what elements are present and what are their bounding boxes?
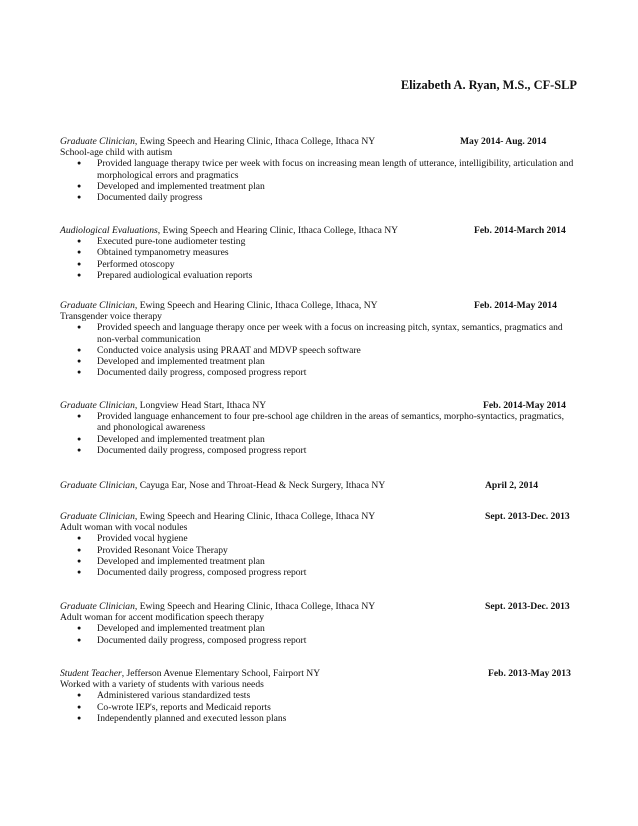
experience-entry bbox=[60, 668, 578, 724]
entry-subtitle: Adult woman with vocal nodules bbox=[60, 522, 188, 534]
bullet-item: ● Documented daily progress bbox=[60, 192, 578, 203]
experience-entry bbox=[60, 511, 578, 578]
entry-role: Graduate Clinician bbox=[60, 480, 135, 491]
entry-date: May 2014- Aug. 2014 bbox=[460, 136, 547, 147]
bullet-item: ● Co-wrote IEP's, reports and Medicaid reports bbox=[60, 702, 578, 713]
bullet-item: ● Documented daily progress, composed progress report bbox=[60, 367, 578, 378]
entry-bullet-list bbox=[60, 236, 578, 281]
entry-role: Graduate Clinician bbox=[60, 400, 135, 411]
entry-date: Sept. 2013-Dec. 2013 bbox=[485, 601, 570, 612]
entry-subtitle: Adult woman for accent modification speech therapy bbox=[60, 612, 265, 624]
entry-date: Feb. 2014-May 2014 bbox=[474, 300, 557, 311]
entry-role: Audiological Evaluations bbox=[60, 225, 158, 236]
entry-place: , Ewing Speech and Hearing Clinic, Ithaca College, Ithaca NY bbox=[134, 136, 376, 147]
entry-date: Feb. 2014-May 2014 bbox=[483, 400, 566, 411]
entry-heading bbox=[60, 225, 578, 236]
bullet-item: ● Conducted voice analysis using PRAAT and MDVP speech software bbox=[60, 345, 578, 356]
entry-heading bbox=[60, 400, 578, 411]
bullet-item: ● Documented daily progress, composed progress report bbox=[60, 445, 578, 456]
experience-entry bbox=[60, 300, 578, 378]
entry-subtitle: Worked with a variety of students with various needs bbox=[60, 679, 264, 691]
bullet-item: ● Executed pure-tone audiometer testing bbox=[60, 236, 578, 247]
bullet-item: ● Documented daily progress, composed progress report bbox=[60, 635, 578, 646]
bullet-item: ● Developed and implemented treatment plan bbox=[60, 181, 578, 192]
bullet-item: ● Developed and implemented treatment plan bbox=[60, 434, 578, 445]
entry-heading bbox=[60, 480, 578, 491]
entry-bullet-list bbox=[60, 158, 578, 203]
entry-heading bbox=[60, 511, 578, 522]
bullet-item: ● Developed and implemented treatment plan bbox=[60, 623, 578, 634]
entry-role: Graduate Clinician bbox=[60, 300, 135, 311]
bullet-item: ● Administered various standardized tests bbox=[60, 690, 578, 701]
bullet-item: ● Documented daily progress, composed progress report bbox=[60, 567, 578, 578]
experience-entry bbox=[60, 225, 578, 281]
bullet-item: ● Developed and implemented treatment plan bbox=[60, 356, 578, 367]
bullet-item: ● Provided speech and language therapy once per week with a focus on increasing pitch, syntax, semantics, pragmatics and non-verbal communication bbox=[60, 322, 578, 344]
entry-place: , Ewing Speech and Hearing Clinic, Ithaca College, Ithaca NY bbox=[157, 225, 399, 236]
entry-date: Sept. 2013-Dec. 2013 bbox=[485, 511, 570, 522]
bullet-item: ● Provided Resonant Voice Therapy bbox=[60, 545, 578, 556]
entry-place: , Ewing Speech and Hearing Clinic, Ithaca College, Ithaca NY bbox=[134, 601, 376, 612]
entry-heading bbox=[60, 136, 578, 147]
entry-role: Graduate Clinician bbox=[60, 511, 135, 522]
entry-date: April 2, 2014 bbox=[485, 480, 539, 491]
bullet-item: ● Performed otoscopy bbox=[60, 259, 578, 270]
entry-role: Graduate Clinician bbox=[60, 136, 135, 147]
bullet-item: ● Obtained tympanometry measures bbox=[60, 247, 578, 258]
entry-place: , Jefferson Avenue Elementary School, Fairport NY bbox=[121, 668, 321, 679]
entry-heading bbox=[60, 601, 578, 612]
resume-name-header: Elizabeth A. Ryan, M.S., CF-SLP bbox=[400, 78, 577, 92]
entry-place: , Cayuga Ear, Nose and Throat-Head & Neck Surgery, Ithaca NY bbox=[134, 480, 386, 491]
entry-place: , Longview Head Start, Ithaca NY bbox=[134, 400, 267, 411]
entry-date: Feb. 2013-May 2013 bbox=[488, 668, 571, 679]
entry-bullet-list bbox=[60, 411, 578, 456]
experience-entry bbox=[60, 601, 578, 646]
entry-subtitle: Transgender voice therapy bbox=[60, 311, 162, 323]
bullet-item: ● Developed and implemented treatment plan bbox=[60, 556, 578, 567]
bullet-item: ● Provided language enhancement to four pre-school age children in the areas of semantics, morpho-syntactics, pragmatics, and phonological awareness bbox=[60, 411, 578, 433]
entry-place: , Ewing Speech and Hearing Clinic, Ithaca College, Ithaca NY bbox=[134, 511, 376, 522]
entry-place: , Ewing Speech and Hearing Clinic, Ithaca College, Ithaca, NY bbox=[134, 300, 378, 311]
entry-bullet-list bbox=[60, 322, 578, 378]
bullet-item: ● Provided vocal hygiene bbox=[60, 533, 578, 544]
experience-entry bbox=[60, 400, 578, 456]
entry-heading bbox=[60, 668, 578, 679]
entry-bullet-list bbox=[60, 690, 578, 724]
entry-role: Graduate Clinician bbox=[60, 601, 135, 612]
entry-bullet-list bbox=[60, 623, 578, 645]
entry-subtitle: School-age child with autism bbox=[60, 147, 173, 159]
entry-date: Feb. 2014-March 2014 bbox=[474, 225, 566, 236]
bullet-item: ● Provided language therapy twice per week with focus on increasing mean length of utterance, intelligibility, articulation and morphological errors and pragmatics bbox=[60, 158, 578, 180]
entry-role: Student Teacher bbox=[60, 668, 122, 679]
experience-entry bbox=[60, 480, 578, 491]
experience-entry bbox=[60, 136, 578, 203]
entry-heading bbox=[60, 300, 578, 311]
entry-bullet-list bbox=[60, 533, 578, 578]
bullet-item: ● Independently planned and executed lesson plans bbox=[60, 713, 578, 724]
bullet-item: ● Prepared audiological evaluation reports bbox=[60, 270, 578, 281]
